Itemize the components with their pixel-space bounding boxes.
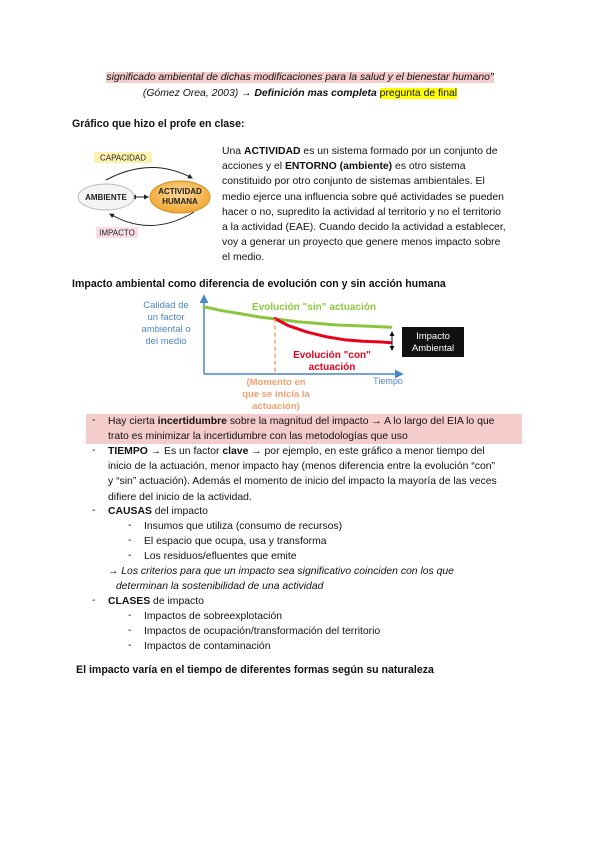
bullet-tiempo: TIEMPO → Es un factor clave → por ejemplo, en este gráfico a menor tiempo del inicio de la actuación, menor impacto hay (menos diferencia entre la evolución “con” y “sin” actuación). Además el momento de inicio del impacto la mayoría de las veces difiere del inicio de la actividad. [108, 446, 497, 503]
ylabel-line-3: ambiental o [141, 324, 191, 335]
impact-evolution-chart [140, 292, 470, 414]
moment-label-3: actuación) [252, 401, 300, 412]
sub-dash: - [128, 535, 132, 546]
causa-item: Los residuos/efluentes que emite [144, 551, 297, 562]
causa-item: Insumos que utiliza (consumo de recursos) [144, 521, 343, 532]
impacto-label: IMPACTO [99, 228, 135, 238]
ambiente-label: AMBIENTE [85, 193, 127, 202]
quote-line: significado ambiental de dichas modificaciones para la salud y el bienestar humano" [106, 72, 494, 83]
causa-item: El espacio que ocupa, usa y transforma [144, 536, 327, 547]
ylabel-line-2: un factor [147, 312, 185, 323]
actividad-label-2: HUMANA [162, 197, 198, 206]
sub-dash: - [128, 550, 132, 561]
section-heading-grafico: Gráfico que hizo el profe en clase: [72, 118, 245, 130]
clase-item: Impactos de contaminación [144, 641, 271, 652]
sub-dash: - [128, 520, 132, 531]
activity-environment-diagram [76, 150, 226, 242]
ylabel-line-4: del medio [145, 336, 187, 347]
top-arrow [106, 167, 192, 180]
bullet-causas: CAUSAS del impacto [108, 506, 208, 517]
sub-dash: - [128, 610, 132, 621]
bullet-dash: - [92, 505, 96, 516]
label-con-2: actuación [308, 362, 356, 373]
label-con-1: Evolución "con" [293, 350, 371, 361]
clase-item: Impactos de ocupación/transformación del territorio [144, 626, 381, 637]
closing-heading: El impacto varía en el tiempo de diferentes formas según su naturaleza [76, 664, 434, 676]
moment-label-1: (Momento en [246, 377, 306, 388]
actividad-label-1: ACTIVIDAD [158, 187, 202, 196]
bullet-clases: CLASES de impacto [108, 596, 204, 607]
ylabel-line-1: Calidad de [143, 300, 189, 311]
exam-highlight: pregunta de final [379, 88, 458, 99]
criterios-note: → Los criterios para que un impacto sea significativo coinciden con los que determinan la sostenibilidad de una actividad [108, 566, 454, 593]
impact-box-label-1: Impacto [416, 331, 450, 342]
label-sin: Evolución "sin" actuación [252, 302, 376, 313]
moment-label-2: que se inicia la [242, 389, 310, 400]
bottom-arrow [110, 212, 194, 226]
definition-label: Definición mas completa [254, 88, 377, 99]
sub-dash: - [128, 640, 132, 651]
impact-box-label-2: Ambiental [411, 343, 455, 354]
sub-dash: - [128, 625, 132, 636]
citation-line: (Gómez Orea, 2003) → Definición mas completa pregunta de final [142, 88, 458, 99]
clase-item: Impactos de sobreexplotación [144, 611, 283, 622]
section-heading-impacto: Impacto ambiental como diferencia de evolución con y sin acción humana [72, 278, 446, 290]
activity-paragraph: Una ACTIVIDAD es un sistema formado por un conjunto de acciones y el ENTORNO (ambiente) es otro sistema constituido por otro conjunto de sistemas ambientales. El medio ejerce una influencia sobre qué actividades se pueden hacer o no, supredito la actividad al territorio y no el territorio a la actividad (EAE). Cuando decido la actividad a establecer, voy a generar un proyecto que genere menos impacto sobre el medio. [222, 146, 506, 264]
bullet-dash: - [92, 445, 96, 456]
xlabel: Tiempo [373, 376, 403, 386]
capacidad-label: CAPACIDAD [99, 153, 147, 163]
bullet-dash: - [92, 415, 96, 426]
bullet-incertidumbre: Hay cierta incertidumbre sobre la magnitud del impacto → A lo largo del EIA lo que trato es minimizar la incertidumbre con las metodologías que uso [108, 416, 495, 443]
bullet-dash: - [92, 595, 96, 606]
